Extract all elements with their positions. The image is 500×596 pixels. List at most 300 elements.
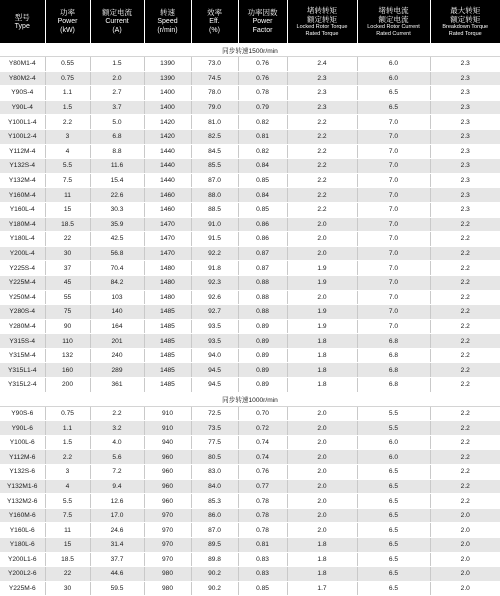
col-speed-cell: 1420 — [144, 115, 191, 130]
col-locked-current-ratio-cell: 6.0 — [357, 435, 430, 450]
header-en-label: Rated Torque — [448, 30, 482, 37]
col-power-factor-cell: 0.78 — [238, 494, 287, 509]
col-efficiency-cell: 79.0 — [191, 100, 238, 115]
col-breakdown-torque-ratio-cell: 2.2 — [430, 494, 500, 509]
col-type-cell: Y180M-4 — [0, 217, 45, 232]
col-current-cell: 56.8 — [90, 246, 144, 261]
col-power-factor-cell: 0.89 — [238, 363, 287, 378]
col-locked-torque-ratio-cell: 1.8 — [287, 348, 357, 363]
col-breakdown-torque-ratio-cell: 2.3 — [430, 115, 500, 130]
header-en-label: Rated Current — [376, 30, 411, 37]
col-type-cell: Y315S-4 — [0, 334, 45, 349]
col-type-cell: Y200L1-6 — [0, 552, 45, 567]
col-speed-cell: 1485 — [144, 319, 191, 334]
col-type-cell: Y225M-4 — [0, 275, 45, 290]
col-power-factor-cell: 0.88 — [238, 275, 287, 290]
col-power-cell: 11 — [45, 523, 90, 538]
table-row — [0, 188, 500, 203]
col-power-factor-cell: 0.88 — [238, 305, 287, 320]
col-current-cell: 12.6 — [90, 494, 144, 509]
col-breakdown-torque-ratio-cell: 2.3 — [430, 129, 500, 144]
col-locked-torque-ratio-cell: 2.0 — [287, 435, 357, 450]
col-locked-torque-ratio-cell: 2.0 — [287, 421, 357, 436]
table-row — [0, 159, 500, 174]
col-locked-current-ratio-cell: 6.5 — [357, 552, 430, 567]
col-efficiency-cell: 92.2 — [191, 246, 238, 261]
col-efficiency-cell: 72.5 — [191, 406, 238, 421]
col-power-factor-cell: 0.89 — [238, 378, 287, 393]
col-type-cell: Y100L1-4 — [0, 115, 45, 130]
col-efficiency-cell: 85.3 — [191, 494, 238, 509]
col-locked-torque-ratio-cell: 2.3 — [287, 86, 357, 101]
col-type-cell: Y132M-4 — [0, 173, 45, 188]
col-breakdown-torque-ratio-cell: 2.0 — [430, 567, 500, 582]
col-current-cell: 31.4 — [90, 538, 144, 553]
col-locked-torque-ratio-cell: 2.2 — [287, 129, 357, 144]
table-row — [0, 232, 500, 247]
table-row — [0, 348, 500, 363]
col-locked-torque-ratio-cell: 1.9 — [287, 305, 357, 320]
col-current-cell: 3.2 — [90, 421, 144, 436]
col-type-cell: Y280S-4 — [0, 305, 45, 320]
col-power-factor-cell: 0.88 — [238, 290, 287, 305]
col-power-cell: 3 — [45, 465, 90, 480]
col-power-cell: 200 — [45, 378, 90, 393]
col-breakdown-torque-ratio-cell: 2.3 — [430, 202, 500, 217]
col-breakdown-torque-ratio-cell: 2.3 — [430, 100, 500, 115]
section-title: 同步转速1500r/min — [0, 43, 500, 57]
col-locked-torque-ratio-cell: 2.4 — [287, 57, 357, 72]
col-locked-current-ratio-cell: 6.5 — [357, 479, 430, 494]
header-en-label: (%) — [209, 27, 220, 34]
col-breakdown-torque-ratio-cell: 2.3 — [430, 188, 500, 203]
col-efficiency-cell: 81.0 — [191, 115, 238, 130]
header-en-label: Power — [252, 18, 273, 25]
table-row — [0, 334, 500, 349]
col-power-cell: 2.2 — [45, 115, 90, 130]
col-breakdown-torque-ratio-cell: 2.3 — [430, 57, 500, 72]
col-efficiency-cell: 91.5 — [191, 232, 238, 247]
col-speed-cell: 1485 — [144, 378, 191, 393]
col-power-factor-cell: 0.84 — [238, 159, 287, 174]
col-power-cell: 0.75 — [45, 406, 90, 421]
col-breakdown-torque-ratio-cell: 2.3 — [430, 173, 500, 188]
col-type-cell: Y90L-4 — [0, 100, 45, 115]
table-row — [0, 450, 500, 465]
col-power-factor-cell: 0.83 — [238, 552, 287, 567]
col-power-factor-cell: 0.86 — [238, 232, 287, 247]
table-row — [0, 465, 500, 480]
col-type-cell: Y132S-4 — [0, 159, 45, 174]
col-breakdown-torque-ratio-cell: 2.2 — [430, 465, 500, 480]
col-locked-torque-ratio-cell: 2.0 — [287, 232, 357, 247]
col-power-factor-cell: 0.82 — [238, 144, 287, 159]
col-speed-cell: 1485 — [144, 348, 191, 363]
col-locked-current-ratio-cell: 6.5 — [357, 567, 430, 582]
col-power-factor-cell: 0.74 — [238, 435, 287, 450]
col-power-factor-cell: 0.89 — [238, 319, 287, 334]
col-power-cell: 110 — [45, 334, 90, 349]
header-cn-label: 转速 — [160, 8, 175, 17]
col-locked-torque-ratio-cell: 2.2 — [287, 173, 357, 188]
col-power-factor-cell: 0.82 — [238, 115, 287, 130]
col-power-cell: 7.5 — [45, 173, 90, 188]
col-efficiency-cell: 92.3 — [191, 275, 238, 290]
col-breakdown-torque-ratio-cell: 2.2 — [430, 363, 500, 378]
header-en-label: Power — [57, 18, 78, 25]
col-current-cell: 5.0 — [90, 115, 144, 130]
col-efficiency-cell: 85.5 — [191, 159, 238, 174]
col-type-cell: Y112M-6 — [0, 450, 45, 465]
col-locked-torque-ratio-cell: 1.8 — [287, 334, 357, 349]
table-row — [0, 435, 500, 450]
col-locked-current-ratio-cell: 5.5 — [357, 421, 430, 436]
col-power-cell: 5.5 — [45, 159, 90, 174]
col-current-cell: 24.6 — [90, 523, 144, 538]
col-locked-current-ratio-cell: 7.0 — [357, 173, 430, 188]
col-efficiency-cell: 88.5 — [191, 202, 238, 217]
col-breakdown-torque-ratio-cell: 2.0 — [430, 508, 500, 523]
col-current-cell: 22.6 — [90, 188, 144, 203]
header-cn-label: 额定电流 — [378, 14, 409, 24]
col-breakdown-torque-ratio-cell: 2.2 — [430, 479, 500, 494]
col-breakdown-torque-ratio-cell: 2.2 — [430, 232, 500, 247]
col-speed-cell: 1480 — [144, 261, 191, 276]
col-current-header — [90, 0, 144, 43]
col-breakdown-torque-ratio-cell: 2.3 — [430, 144, 500, 159]
col-current-cell: 103 — [90, 290, 144, 305]
col-power-cell: 45 — [45, 275, 90, 290]
col-speed-cell: 940 — [144, 435, 191, 450]
col-current-cell: 2.7 — [90, 86, 144, 101]
col-type-cell: Y132M2-6 — [0, 494, 45, 509]
col-efficiency-cell: 90.2 — [191, 567, 238, 582]
col-speed-cell: 960 — [144, 494, 191, 509]
col-breakdown-torque-ratio-cell: 2.2 — [430, 275, 500, 290]
table-row — [0, 363, 500, 378]
col-breakdown-torque-ratio-cell: 2.2 — [430, 406, 500, 421]
section-header-row — [0, 43, 500, 57]
table-row — [0, 494, 500, 509]
col-power-factor-cell: 0.83 — [238, 567, 287, 582]
col-current-cell: 5.6 — [90, 450, 144, 465]
header-en-label: Eff. — [209, 18, 220, 25]
col-efficiency-cell: 84.0 — [191, 479, 238, 494]
col-power-cell: 15 — [45, 538, 90, 553]
col-efficiency-cell: 73.5 — [191, 421, 238, 436]
col-locked-torque-ratio-cell: 2.0 — [287, 523, 357, 538]
table-row — [0, 246, 500, 261]
col-efficiency-cell: 87.0 — [191, 173, 238, 188]
col-current-cell: 84.2 — [90, 275, 144, 290]
header-cn-label: 堵转电流 — [378, 5, 409, 15]
col-locked-current-ratio-cell: 6.0 — [357, 450, 430, 465]
header-en-label: (A) — [112, 27, 122, 34]
col-power-factor-cell: 0.76 — [238, 57, 287, 72]
col-locked-torque-ratio-cell: 2.2 — [287, 202, 357, 217]
col-locked-current-ratio-cell: 7.0 — [357, 232, 430, 247]
col-locked-current-ratio-cell: 6.8 — [357, 363, 430, 378]
col-locked-current-ratio-cell: 6.0 — [357, 57, 430, 72]
col-locked-torque-ratio-cell: 1.8 — [287, 552, 357, 567]
col-current-cell: 30.3 — [90, 202, 144, 217]
col-locked-current-ratio-cell: 7.0 — [357, 261, 430, 276]
col-speed-cell: 1440 — [144, 159, 191, 174]
col-efficiency-cell: 89.5 — [191, 538, 238, 553]
col-power-factor-cell: 0.84 — [238, 188, 287, 203]
col-power-factor-cell: 0.76 — [238, 465, 287, 480]
col-locked-current-ratio-cell: 6.5 — [357, 523, 430, 538]
col-breakdown-torque-ratio-cell: 2.0 — [430, 552, 500, 567]
table-row — [0, 217, 500, 232]
col-power-cell: 55 — [45, 290, 90, 305]
col-type-cell: Y100L-6 — [0, 435, 45, 450]
col-locked-torque-ratio-header — [287, 0, 357, 43]
col-locked-current-ratio-cell: 7.0 — [357, 159, 430, 174]
col-power-cell: 1.1 — [45, 421, 90, 436]
col-breakdown-torque-ratio-cell: 2.2 — [430, 290, 500, 305]
col-efficiency-cell: 94.5 — [191, 363, 238, 378]
col-locked-torque-ratio-cell: 1.8 — [287, 363, 357, 378]
col-type-cell: Y160L-4 — [0, 202, 45, 217]
col-power-factor-cell: 0.74 — [238, 450, 287, 465]
col-power-cell: 5.5 — [45, 494, 90, 509]
col-current-cell: 70.4 — [90, 261, 144, 276]
col-current-cell: 7.2 — [90, 465, 144, 480]
col-power-factor-cell: 0.89 — [238, 348, 287, 363]
col-locked-torque-ratio-cell: 2.0 — [287, 290, 357, 305]
col-locked-current-ratio-cell: 7.0 — [357, 319, 430, 334]
col-locked-current-ratio-cell: 7.0 — [357, 305, 430, 320]
col-power-cell: 75 — [45, 305, 90, 320]
col-current-cell: 164 — [90, 319, 144, 334]
col-current-cell: 140 — [90, 305, 144, 320]
col-efficiency-cell: 88.0 — [191, 188, 238, 203]
col-speed-cell: 960 — [144, 465, 191, 480]
col-locked-current-ratio-cell: 6.8 — [357, 334, 430, 349]
col-locked-torque-ratio-cell: 2.2 — [287, 159, 357, 174]
col-current-cell: 8.8 — [90, 144, 144, 159]
table-row — [0, 378, 500, 393]
col-locked-current-ratio-cell: 6.5 — [357, 508, 430, 523]
col-efficiency-cell: 91.0 — [191, 217, 238, 232]
col-power-cell: 7.5 — [45, 508, 90, 523]
col-breakdown-torque-ratio-cell: 2.0 — [430, 581, 500, 596]
col-power-factor-cell: 0.87 — [238, 261, 287, 276]
col-speed-cell: 970 — [144, 538, 191, 553]
col-breakdown-torque-ratio-cell: 2.0 — [430, 523, 500, 538]
col-efficiency-cell: 86.0 — [191, 508, 238, 523]
col-type-cell: Y225M-6 — [0, 581, 45, 596]
col-power-cell: 4 — [45, 144, 90, 159]
col-type-cell: Y180L-4 — [0, 232, 45, 247]
col-efficiency-cell: 74.5 — [191, 71, 238, 86]
col-current-cell: 289 — [90, 363, 144, 378]
col-speed-cell: 970 — [144, 508, 191, 523]
col-power-factor-cell: 0.72 — [238, 421, 287, 436]
col-type-cell: Y160L-6 — [0, 523, 45, 538]
table-row — [0, 129, 500, 144]
table-row — [0, 552, 500, 567]
header-cn-label: 最大转矩 — [450, 5, 481, 15]
col-locked-current-ratio-cell: 7.0 — [357, 144, 430, 159]
col-efficiency-cell: 73.0 — [191, 57, 238, 72]
header-en-label: Locked Rotor Torque — [296, 23, 348, 30]
col-speed-cell: 1470 — [144, 232, 191, 247]
col-power-factor-cell: 0.86 — [238, 217, 287, 232]
col-speed-cell: 960 — [144, 450, 191, 465]
col-current-cell: 11.6 — [90, 159, 144, 174]
col-current-cell: 201 — [90, 334, 144, 349]
col-current-cell: 4.0 — [90, 435, 144, 450]
table-row — [0, 581, 500, 596]
col-power-factor-cell: 0.87 — [238, 246, 287, 261]
col-efficiency-cell: 82.5 — [191, 129, 238, 144]
table-row — [0, 508, 500, 523]
col-locked-current-ratio-cell: 6.5 — [357, 465, 430, 480]
col-locked-torque-ratio-cell: 2.3 — [287, 100, 357, 115]
col-speed-cell: 1440 — [144, 173, 191, 188]
col-power-cell: 22 — [45, 232, 90, 247]
col-speed-cell: 1460 — [144, 188, 191, 203]
table-row — [0, 86, 500, 101]
table-row — [0, 275, 500, 290]
col-efficiency-cell: 78.0 — [191, 86, 238, 101]
table-row — [0, 479, 500, 494]
col-power-cell: 2.2 — [45, 450, 90, 465]
col-locked-torque-ratio-cell: 2.0 — [287, 508, 357, 523]
col-locked-torque-ratio-cell: 1.8 — [287, 567, 357, 582]
col-speed-cell: 1420 — [144, 129, 191, 144]
col-power-factor-cell: 0.81 — [238, 129, 287, 144]
col-speed-cell: 970 — [144, 523, 191, 538]
header-en-label: Factor — [252, 27, 273, 34]
col-power-header — [45, 0, 90, 43]
col-type-cell: Y132M1-6 — [0, 479, 45, 494]
col-speed-cell: 1485 — [144, 334, 191, 349]
header-cn-label: 功率 — [60, 8, 75, 17]
header-cn-label: 功率因数 — [247, 8, 278, 17]
col-speed-cell: 1480 — [144, 275, 191, 290]
col-type-cell: Y132S-6 — [0, 465, 45, 480]
col-breakdown-torque-ratio-cell: 2.2 — [430, 305, 500, 320]
col-type-cell: Y315M-4 — [0, 348, 45, 363]
col-efficiency-cell: 89.8 — [191, 552, 238, 567]
col-power-cell: 18.5 — [45, 217, 90, 232]
header-cn-label: 堵转转矩 — [307, 5, 337, 15]
col-locked-torque-ratio-cell: 2.0 — [287, 406, 357, 421]
table-row — [0, 71, 500, 86]
col-efficiency-cell: 77.5 — [191, 435, 238, 450]
col-power-cell: 160 — [45, 363, 90, 378]
col-locked-current-ratio-cell: 7.0 — [357, 246, 430, 261]
col-locked-current-ratio-cell: 7.0 — [357, 290, 430, 305]
col-power-cell: 90 — [45, 319, 90, 334]
col-locked-torque-ratio-cell: 1.9 — [287, 319, 357, 334]
col-efficiency-header — [191, 0, 238, 43]
col-locked-torque-ratio-cell: 2.0 — [287, 450, 357, 465]
col-efficiency-cell: 91.8 — [191, 261, 238, 276]
col-power-factor-cell: 0.85 — [238, 581, 287, 596]
col-current-cell: 44.6 — [90, 567, 144, 582]
col-locked-torque-ratio-cell: 2.2 — [287, 188, 357, 203]
table-row — [0, 406, 500, 421]
col-locked-torque-ratio-cell: 1.8 — [287, 538, 357, 553]
col-speed-cell: 1470 — [144, 217, 191, 232]
col-locked-current-ratio-cell: 6.5 — [357, 581, 430, 596]
col-power-factor-cell: 0.78 — [238, 86, 287, 101]
table-row — [0, 523, 500, 538]
col-locked-torque-ratio-cell: 2.2 — [287, 115, 357, 130]
col-locked-torque-ratio-cell: 2.0 — [287, 465, 357, 480]
col-locked-torque-ratio-cell: 2.0 — [287, 246, 357, 261]
table-row — [0, 538, 500, 553]
col-breakdown-torque-ratio-cell: 2.2 — [430, 450, 500, 465]
header-en-label: Locked Rotor Current — [367, 23, 420, 30]
col-speed-cell: 970 — [144, 552, 191, 567]
col-locked-torque-ratio-cell: 2.2 — [287, 144, 357, 159]
table-header — [0, 0, 500, 43]
col-power-factor-cell: 0.78 — [238, 508, 287, 523]
table-row — [0, 421, 500, 436]
col-efficiency-cell: 90.2 — [191, 581, 238, 596]
col-current-cell: 240 — [90, 348, 144, 363]
col-current-cell: 6.8 — [90, 129, 144, 144]
col-breakdown-torque-ratio-cell: 2.3 — [430, 71, 500, 86]
header-cn-label: 效率 — [207, 8, 222, 17]
header-en-label: Rated Torque — [305, 30, 339, 37]
col-power-factor-header — [238, 0, 287, 43]
table-row — [0, 100, 500, 115]
col-current-cell: 361 — [90, 378, 144, 393]
header-en-label: Current — [105, 18, 129, 25]
col-efficiency-cell: 87.0 — [191, 523, 238, 538]
col-power-cell: 0.75 — [45, 71, 90, 86]
col-locked-torque-ratio-cell: 2.3 — [287, 71, 357, 86]
col-breakdown-torque-ratio-cell: 2.2 — [430, 334, 500, 349]
col-type-cell: Y80M1-4 — [0, 57, 45, 72]
col-locked-current-ratio-cell: 6.5 — [357, 86, 430, 101]
header-cn-label: 额定转矩 — [307, 14, 337, 24]
col-type-cell: Y160M-6 — [0, 508, 45, 523]
table-row — [0, 305, 500, 320]
col-power-factor-cell: 0.85 — [238, 202, 287, 217]
header-cn-label: 额定转矩 — [450, 14, 481, 24]
col-power-cell: 11 — [45, 188, 90, 203]
table-row — [0, 144, 500, 159]
header-en-label: (kW) — [60, 27, 75, 34]
col-breakdown-torque-ratio-cell: 2.2 — [430, 378, 500, 393]
col-current-cell: 15.4 — [90, 173, 144, 188]
col-breakdown-torque-ratio-cell: 2.0 — [430, 538, 500, 553]
col-locked-torque-ratio-cell: 1.7 — [287, 581, 357, 596]
col-speed-cell: 960 — [144, 479, 191, 494]
col-speed-cell: 1480 — [144, 290, 191, 305]
col-breakdown-torque-ratio-header — [430, 0, 500, 43]
col-speed-cell: 980 — [144, 567, 191, 582]
col-locked-current-ratio-cell: 6.0 — [357, 71, 430, 86]
col-power-cell: 18.5 — [45, 552, 90, 567]
col-locked-current-ratio-cell: 7.0 — [357, 129, 430, 144]
col-current-cell: 59.5 — [90, 581, 144, 596]
table-row — [0, 173, 500, 188]
col-speed-cell: 1485 — [144, 305, 191, 320]
col-breakdown-torque-ratio-cell: 2.2 — [430, 435, 500, 450]
col-power-cell: 30 — [45, 581, 90, 596]
col-speed-cell: 1400 — [144, 100, 191, 115]
col-locked-current-ratio-cell: 6.5 — [357, 538, 430, 553]
col-type-cell: Y90S-6 — [0, 406, 45, 421]
